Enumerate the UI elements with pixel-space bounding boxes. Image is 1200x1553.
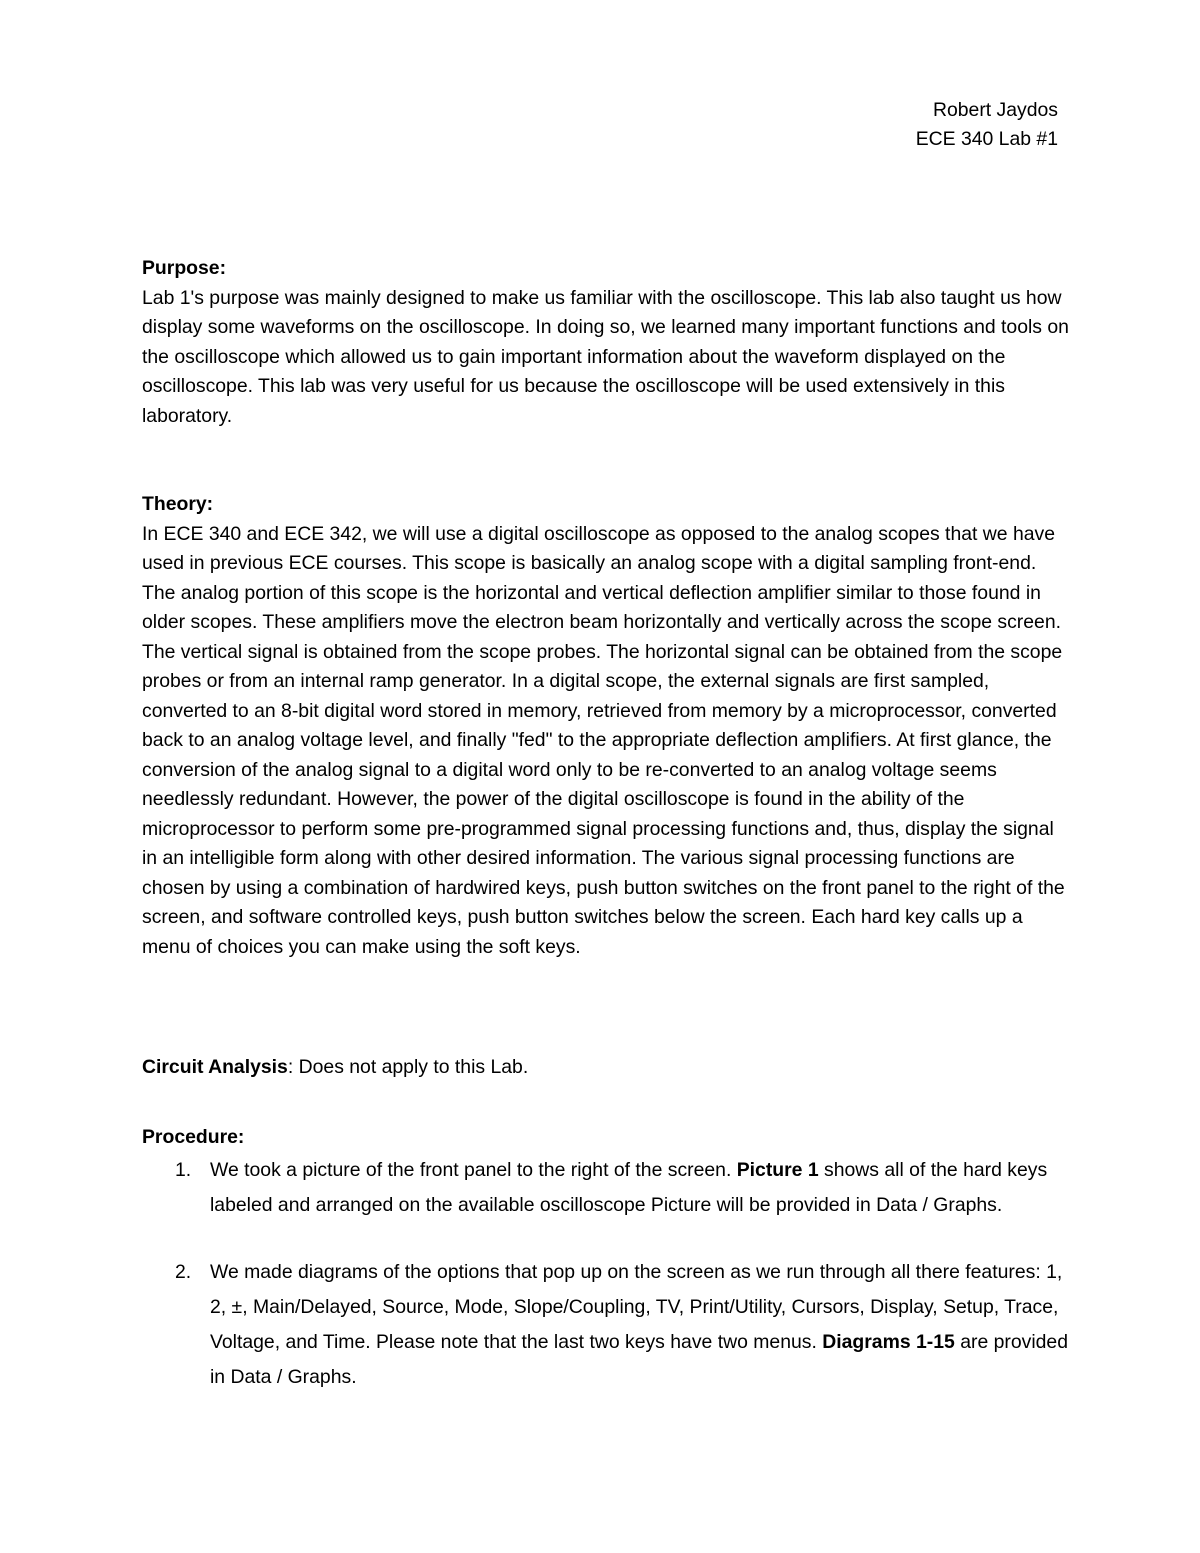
purpose-section <box>142 254 1072 431</box>
purpose-heading: Purpose: <box>142 257 227 279</box>
purpose-text: Lab 1's purpose was mainly designed to make us familiar with the oscilloscope. This lab also taught us how display some waveforms on the oscilloscope. In doing so, we learned many important functions and tools on the oscilloscope which allowed us to gain important information about the waveform displayed on the oscilloscope. This lab was very useful for us because the oscilloscope will be used extensively in this laboratory. <box>142 286 1069 427</box>
picture-reference: Picture 1 <box>736 1158 819 1181</box>
author-name: Robert Jaydos <box>932 99 1058 121</box>
document-header <box>916 96 1058 154</box>
procedure-section <box>142 1123 1072 1395</box>
procedure-item-text-end: shows all of the hard keys labeled and arranged on the available oscilloscope Picture will be provided in Data / Graphs. <box>210 1158 1048 1216</box>
theory-section <box>142 490 1072 962</box>
procedure-heading: Procedure: <box>142 1126 245 1148</box>
procedure-item-text: We took a picture of the front panel to the right of the screen. <box>210 1158 737 1181</box>
procedure-item <box>142 1255 1072 1395</box>
circuit-analysis-section <box>142 1053 1072 1083</box>
course-title: ECE 340 Lab #1 <box>915 128 1058 150</box>
procedure-list <box>142 1153 1072 1395</box>
procedure-item-number: 2. <box>175 1260 192 1283</box>
theory-heading: Theory: <box>142 493 214 515</box>
procedure-item-text: We made diagrams of the options that pop up on the screen as we run through all there features: 1, 2, ±, Main/Delayed, Source, Mode, Slope/Coupling, TV, Print/Utility, Cursors, Display, Setup, Trace, Voltage, and Time. Please note that the last two keys have two menus. <box>210 1260 1063 1353</box>
procedure-item <box>142 1153 1072 1223</box>
circuit-analysis-heading: Circuit Analysis <box>142 1056 288 1078</box>
procedure-item-number: 1. <box>175 1158 192 1181</box>
procedure-item-text-end: are provided in Data / Graphs. <box>210 1330 1068 1388</box>
diagram-reference: Diagrams 1-15 <box>822 1330 955 1353</box>
theory-text: In ECE 340 and ECE 342, we will use a digital oscilloscope as opposed to the analog scopes that we have used in previous ECE courses. This scope is basically an analog scope with a digital sampling front-end. The analog portion of this scope is the horizontal and vertical deflection amplifier similar to those found in older scopes. These amplifiers move the electron beam horizontally and vertically across the scope screen. The vertical signal is obtained from the scope probes. The horizontal signal can be obtained from the scope probes or from an internal ramp generator. In a digital scope, the external signals are first sampled, converted to an 8-bit digital word stored in memory, retrieved from memory by a microprocessor, converted back to an analog voltage level, and finally "fed" to the appropriate deflection amplifiers. At first glance, the conversion of the analog signal to a digital word only to be re-converted to an analog voltage seems needlessly redundant. However, the power of the digital oscilloscope is found in the ability of the microprocessor to perform some pre-programmed signal processing functions and, thus, display the signal in an intelligible form along with other desired information. The various signal processing functions are chosen by using a combination of hardwired keys, push button switches on the front panel to the right of the screen, and software controlled keys, push button switches below the screen. Each hard key calls up a menu of choices you can make using the soft keys. <box>142 522 1065 958</box>
circuit-analysis-text: : Does not apply to this Lab. <box>287 1056 529 1078</box>
